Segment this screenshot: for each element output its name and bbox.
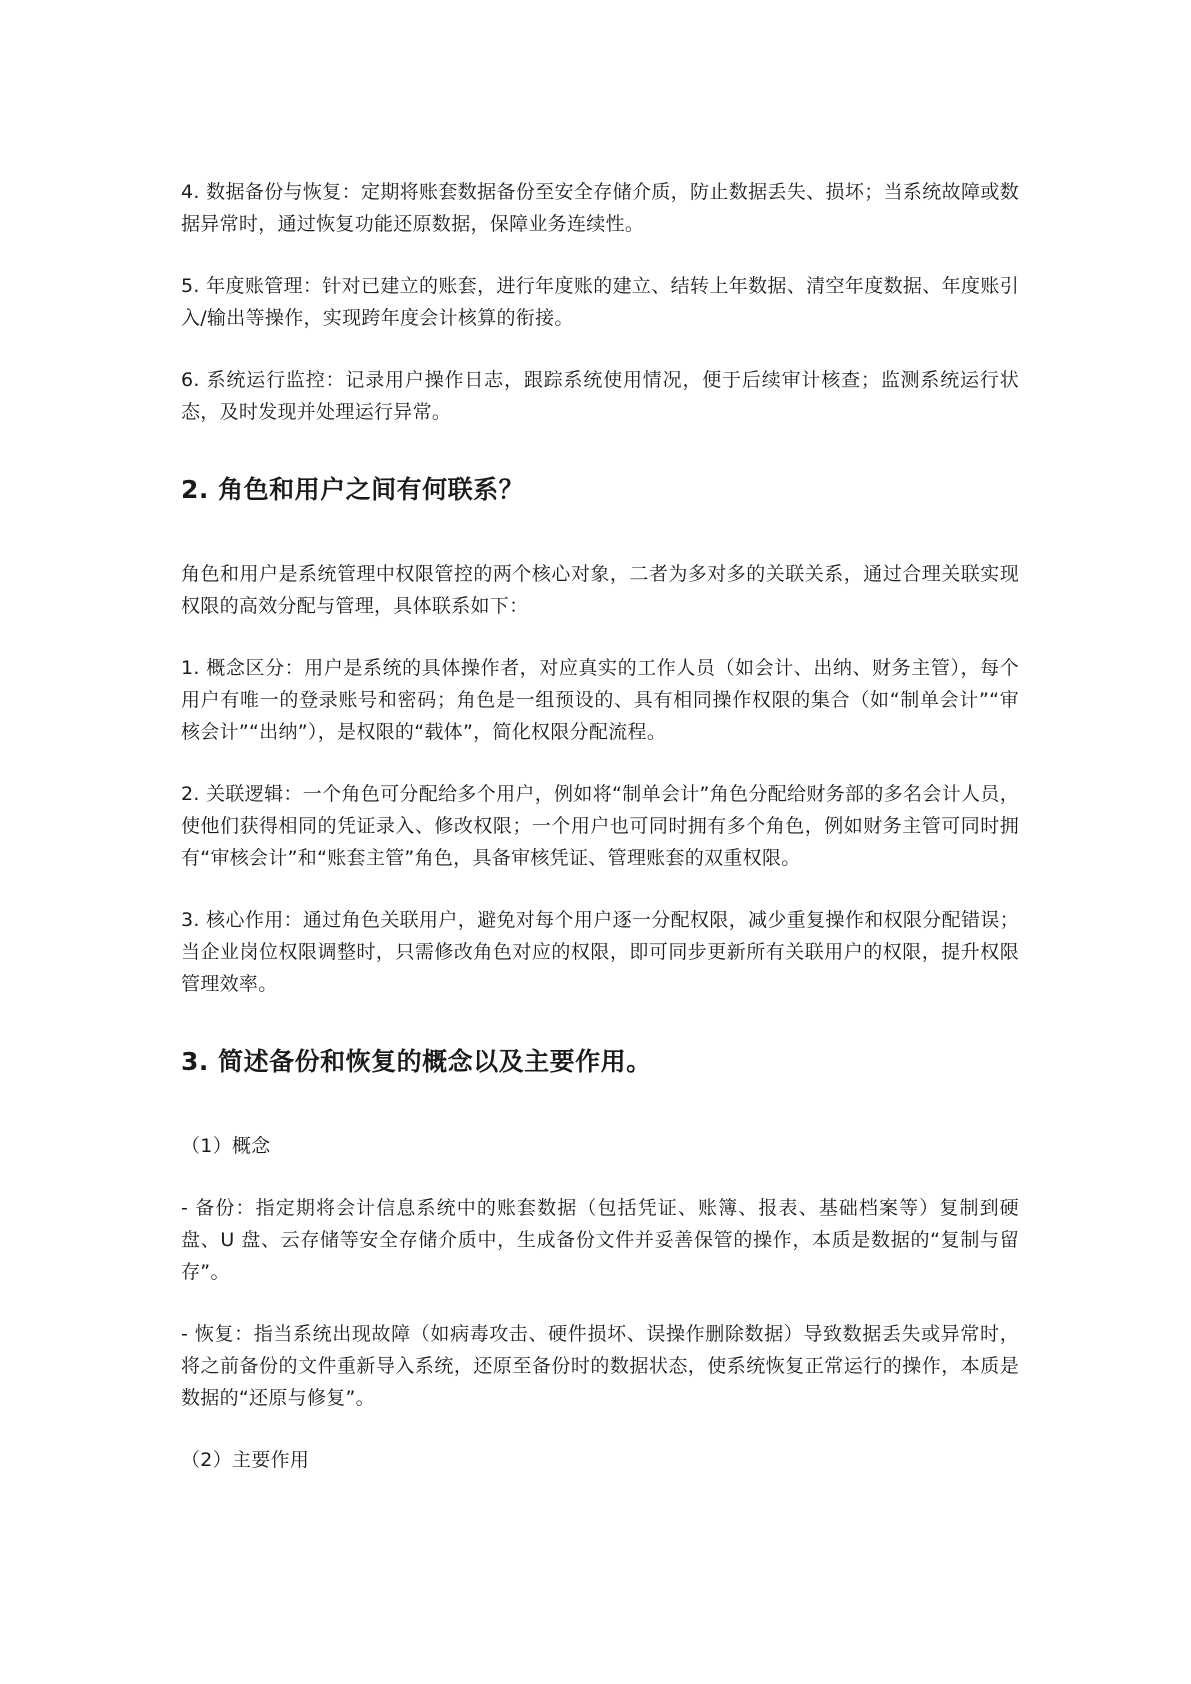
document-content — [181, 176, 1019, 1476]
subheading-concept: （1）概念 — [181, 1135, 271, 1157]
list-item-system-monitoring: 6. 系统运行监控：记录用户操作日志，跟踪系统使用情况，便于后续审计核查；监测系统运行状态，及时发现并处理运行异常。 — [181, 369, 1019, 423]
list-item-association-logic: 2. 关联逻辑：一个角色可分配给多个用户，例如将“制单会计”角色分配给财务部的多名会计人员，使他们获得相同的凭证录入、修改权限；一个用户也可同时拥有多个角色，例如财务主管可同时拥有“审核会计”和“账套主管”角色，具备审核凭证、管理账套的双重权限。 — [181, 783, 1019, 869]
list-item-annual-account: 5. 年度账管理：针对已建立的账套，进行年度账的建立、结转上年数据、清空年度数据、年度账引入/输出等操作，实现跨年度会计核算的衔接。 — [181, 275, 1019, 329]
section-intro-roles-users: 角色和用户是系统管理中权限管控的两个核心对象，二者为多对多的关联关系，通过合理关联实现权限的高效分配与管理，具体联系如下： — [181, 563, 1019, 617]
section-heading-backup-restore: 3. 简述备份和恢复的概念以及主要作用。 — [181, 1047, 652, 1076]
definition-backup: - 备份：指定期将会计信息系统中的账套数据（包括凭证、账簿、报表、基础档案等）复制到硬盘、U 盘、云存储等安全存储介质中，生成备份文件并妥善保管的操作，本质是数据的“复制与留存”。 — [181, 1197, 1019, 1283]
list-item-data-backup: 4. 数据备份与恢复：定期将账套数据备份至安全存储介质，防止数据丢失、损坏；当系统故障或数据异常时，通过恢复功能还原数据，保障业务连续性。 — [181, 181, 1019, 235]
list-item-core-role: 3. 核心作用：通过角色关联用户，避免对每个用户逐一分配权限，减少重复操作和权限分配错误；当企业岗位权限调整时，只需修改角色对应的权限，即可同步更新所有关联用户的权限，提升权限管理效率。 — [181, 909, 1019, 995]
list-item-concept-distinction: 1. 概念区分：用户是系统的具体操作者，对应真实的工作人员（如会计、出纳、财务主管），每个用户有唯一的登录账号和密码；角色是一组预设的、具有相同操作权限的集合（如“制单会计”“审核会计”“出纳”），是权限的“载体”，简化权限分配流程。 — [181, 657, 1019, 743]
subheading-main-functions: （2）主要作用 — [181, 1449, 310, 1471]
definition-restore: - 恢复：指当系统出现故障（如病毒攻击、硬件损坏、误操作删除数据）导致数据丢失或异常时，将之前备份的文件重新导入系统，还原至备份时的数据状态，使系统恢复正常运行的操作，本质是数据的“还原与修复”。 — [181, 1323, 1019, 1409]
section-heading-roles-users: 2. 角色和用户之间有何联系？ — [181, 475, 525, 504]
